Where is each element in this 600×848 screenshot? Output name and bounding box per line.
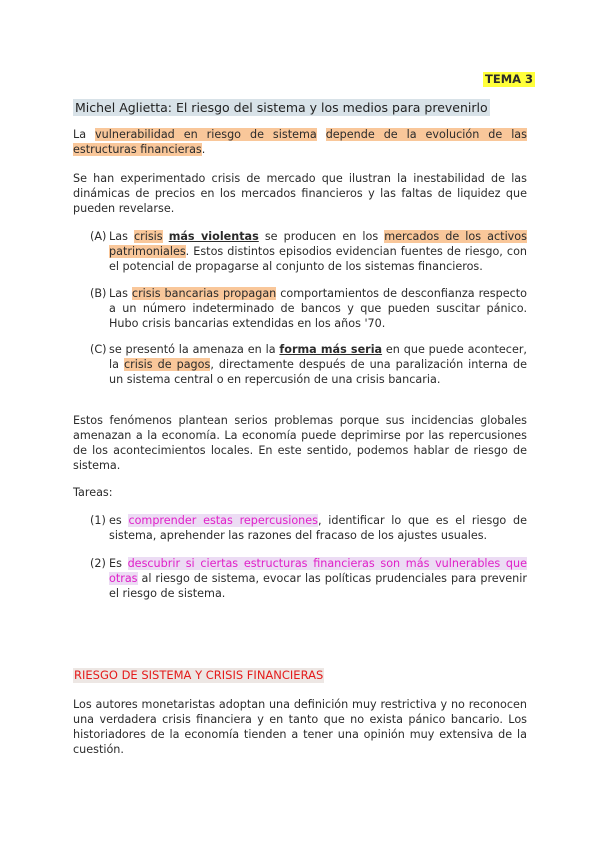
list-marker: (B) xyxy=(90,287,107,300)
highlight-vulnerabilidad: vulnerabilidad en riesgo de sistema xyxy=(95,128,317,141)
highlight-crisis-bancarias: crisis bancarias propagan xyxy=(131,287,277,300)
highlight-depende: depende de la evolución de las estructuras financieras xyxy=(73,128,527,156)
item-text: comportamientos de desconfianza respecto a un número indeterminado de bancos y que pueden suscitar pánico. Hubo crisis bancarias extendidas en los años '70. xyxy=(109,287,527,330)
list-marker: (A) xyxy=(90,230,107,243)
intro-paragraph xyxy=(73,127,527,157)
paragraph-fenomenos: Estos fenómenos plantean serios problemas porque sus incidencias globales amenazan a la economía. La economía puede deprimirse por las repercusiones de los acontecimientos locales. En este sentido, podemos hablar de riesgo de sistema. xyxy=(73,414,527,472)
item-text: se producen en los xyxy=(258,230,385,243)
item-text: Las xyxy=(109,287,132,300)
highlight-mercados-activos: mercados de los activos patrimoniales xyxy=(109,230,527,258)
page-title: Michel Aglietta: El riesgo del sistema y los medios para prevenirlo xyxy=(75,100,488,115)
highlight-crisis: crisis xyxy=(134,230,163,243)
item-text: es xyxy=(109,514,129,527)
list-marker: (2) xyxy=(90,557,106,570)
item-text: Es xyxy=(109,557,128,570)
tareas-label: Tareas: xyxy=(73,486,113,499)
list-marker: (1) xyxy=(90,514,106,527)
item-text: Las xyxy=(109,230,134,243)
item-text: en que puede acontecer, la xyxy=(109,343,527,371)
intro-text: La xyxy=(73,128,96,141)
item-text: se presentó la amenaza en la xyxy=(109,343,280,356)
highlight-descubrir: descubrir si ciertas estructuras financieras son más vulnerables que otras xyxy=(109,557,527,585)
underline-mas-violentas: más violentas xyxy=(168,230,259,243)
item-text: . Estos distintos episodios evidencian fuentes de riesgo, con el potencial de propagarse al conjunto de los sistemas financieros. xyxy=(109,245,527,273)
highlight-crisis-pagos: crisis de pagos xyxy=(123,358,211,371)
list-item-b xyxy=(109,286,527,331)
tarea-item-2 xyxy=(109,556,527,601)
item-text: , directamente después de una paralización interna de un sistema central o en repercusión de una crisis bancaria. xyxy=(109,358,527,386)
list-marker: (C) xyxy=(90,343,107,356)
tarea-item-1 xyxy=(109,513,527,543)
paragraph-crisis-mercado: Se han experimentado crisis de mercado que ilustran la inestabilidad de las dinámicas de precios en los mercados financieros y las faltas de liquidez que pueden revelarse. xyxy=(73,172,527,215)
topic-label: TEMA 3 xyxy=(485,72,534,86)
highlight-comprender: comprender estas repercusiones xyxy=(128,514,318,527)
underline-forma-mas-seria: forma más seria xyxy=(279,343,383,356)
list-item-a xyxy=(109,229,527,274)
section-heading: RIESGO DE SISTEMA Y CRISIS FINANCIERAS xyxy=(74,668,324,682)
intro-text xyxy=(317,128,326,141)
intro-text: . xyxy=(201,143,206,156)
item-text: , identificar lo que es el riesgo de sistema, aprehender las razones del fracaso de los ajustes usuales. xyxy=(109,514,527,542)
list-item-c xyxy=(109,342,527,387)
paragraph-monetaristas: Los autores monetaristas adoptan una definición muy restrictiva y no reconocen una verdadera crisis financiera y en tanto que no exista pánico bancario. Los historiadores de la economía tienden a tener una opinión muy extensiva de la cuestión. xyxy=(73,698,527,756)
item-text: al riesgo de sistema, evocar las políticas prudenciales para prevenir el riesgo de sistema. xyxy=(109,572,527,600)
